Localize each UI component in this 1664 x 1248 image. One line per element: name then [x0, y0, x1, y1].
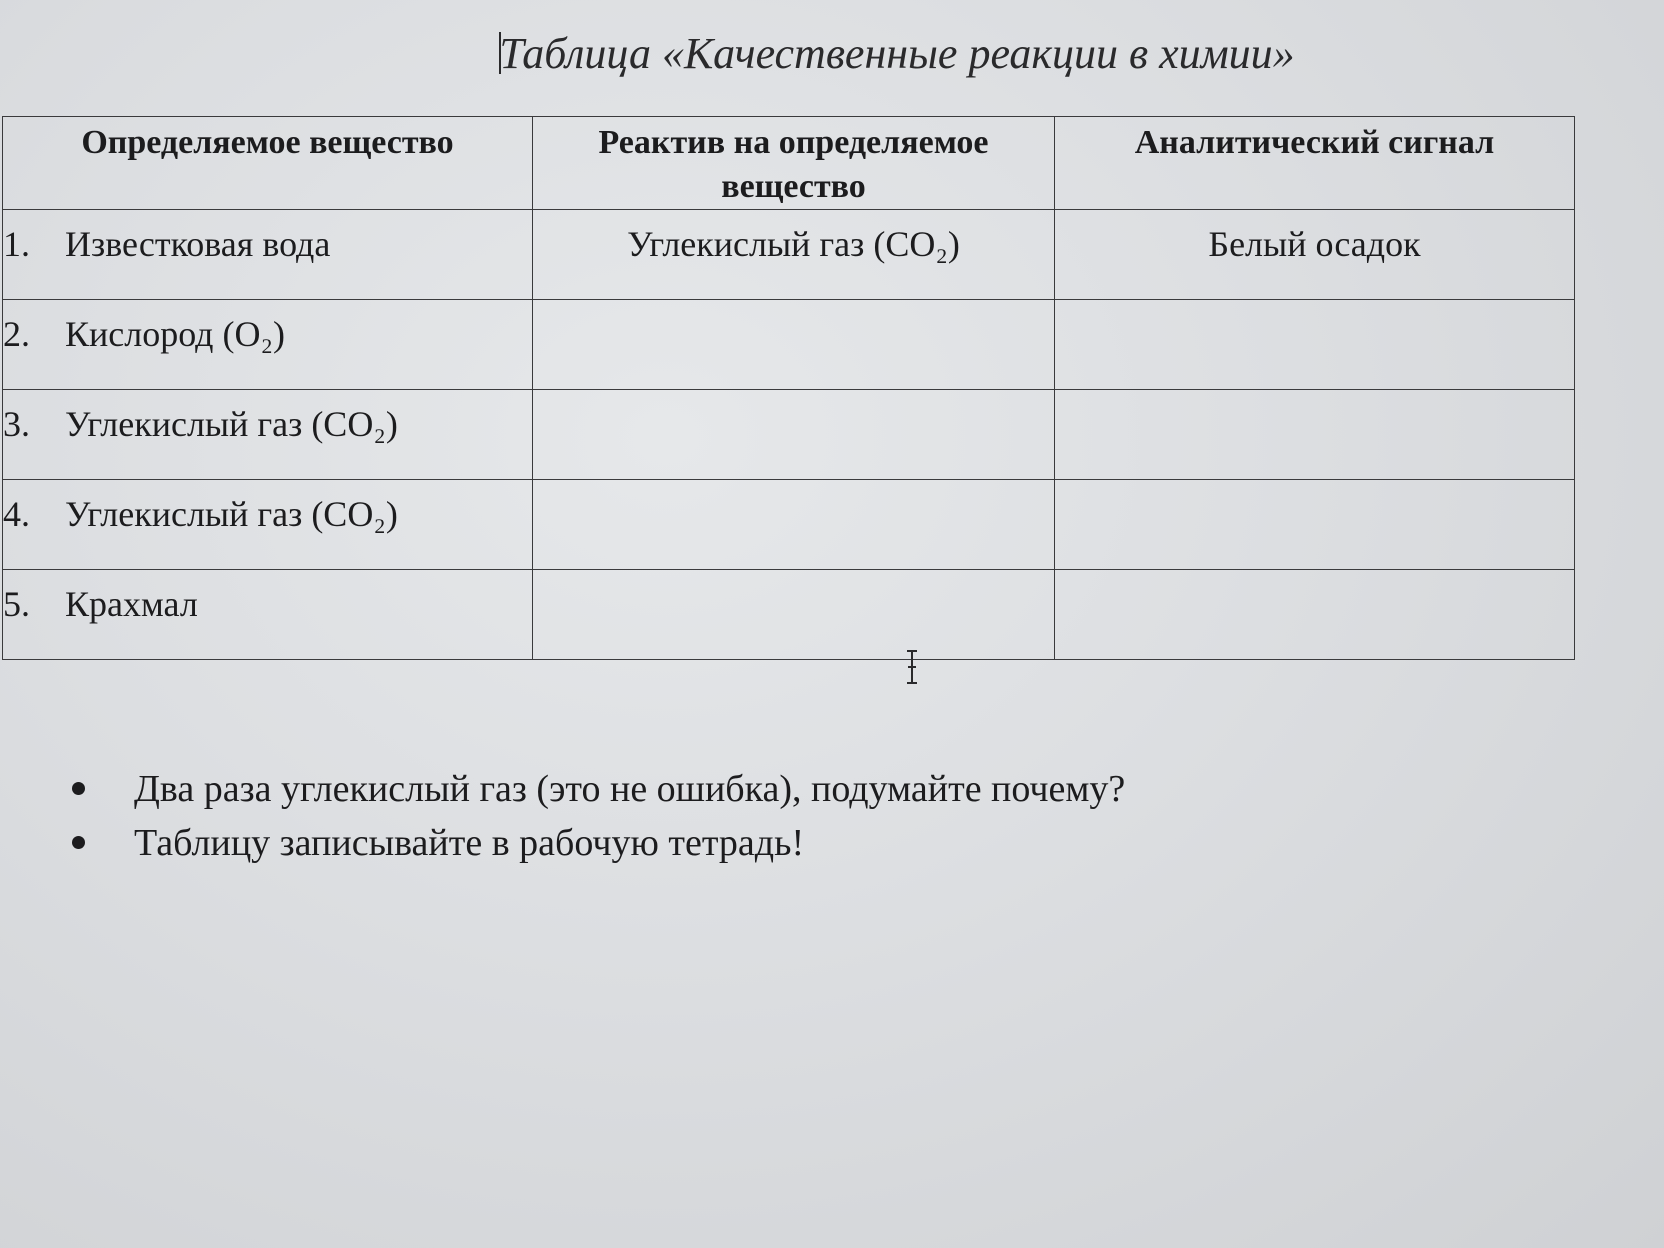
- header-signal[interactable]: Аналитический сигнал: [1055, 117, 1575, 210]
- note-text: Таблицу записывайте в рабочую тетрадь!: [134, 822, 805, 864]
- reactions-table: [2, 116, 1575, 660]
- header-reagent[interactable]: Реактив на определяемое вещество: [533, 117, 1055, 210]
- row-number: 2.: [3, 314, 30, 354]
- cell-substance[interactable]: [3, 570, 533, 660]
- header-substance[interactable]: Определяемое вещество: [3, 117, 533, 210]
- row-number: 5.: [3, 584, 30, 624]
- cell-reagent[interactable]: Углекислый газ (CO₂): [533, 210, 1055, 300]
- bullet-icon: [72, 782, 85, 795]
- note-text: Два раза углекислый газ (это не ошибка), подумайте почему?: [134, 768, 1126, 810]
- cell-reagent[interactable]: [533, 570, 1055, 660]
- cell-substance[interactable]: [3, 210, 533, 300]
- notes-list: [70, 762, 1125, 870]
- row-number: 1.: [3, 224, 30, 264]
- cell-reagent[interactable]: [533, 480, 1055, 570]
- document-title-text: Таблица «Качественные реакции в химии»: [499, 29, 1295, 78]
- cell-reagent[interactable]: [533, 300, 1055, 390]
- cell-substance[interactable]: [3, 480, 533, 570]
- list-item: [70, 762, 1125, 816]
- cell-substance[interactable]: [3, 390, 533, 480]
- substance-text: Известковая вода: [65, 224, 331, 264]
- cell-reagent[interactable]: [533, 390, 1055, 480]
- table-row: [3, 210, 1575, 300]
- row-number: 3.: [3, 404, 30, 444]
- row-number: 4.: [3, 494, 30, 534]
- bullet-icon: [72, 836, 85, 849]
- document-title: [0, 28, 1664, 79]
- ibeam-icon: [905, 650, 919, 684]
- cell-signal[interactable]: [1055, 390, 1575, 480]
- substance-text: Кислород (O₂): [65, 314, 286, 354]
- cell-substance[interactable]: [3, 300, 533, 390]
- table-row: [3, 570, 1575, 660]
- table-header-row: [3, 117, 1575, 210]
- table-row: [3, 480, 1575, 570]
- table-row: [3, 300, 1575, 390]
- substance-text: Углекислый газ (CO₂): [65, 494, 398, 534]
- list-item: [70, 816, 1125, 870]
- cell-signal[interactable]: [1055, 300, 1575, 390]
- table-row: [3, 390, 1575, 480]
- substance-text: Углекислый газ (CO₂): [65, 404, 398, 444]
- cell-signal[interactable]: [1055, 480, 1575, 570]
- cell-signal[interactable]: [1055, 570, 1575, 660]
- substance-text: Крахмал: [65, 584, 198, 624]
- cell-signal[interactable]: Белый осадок: [1055, 210, 1575, 300]
